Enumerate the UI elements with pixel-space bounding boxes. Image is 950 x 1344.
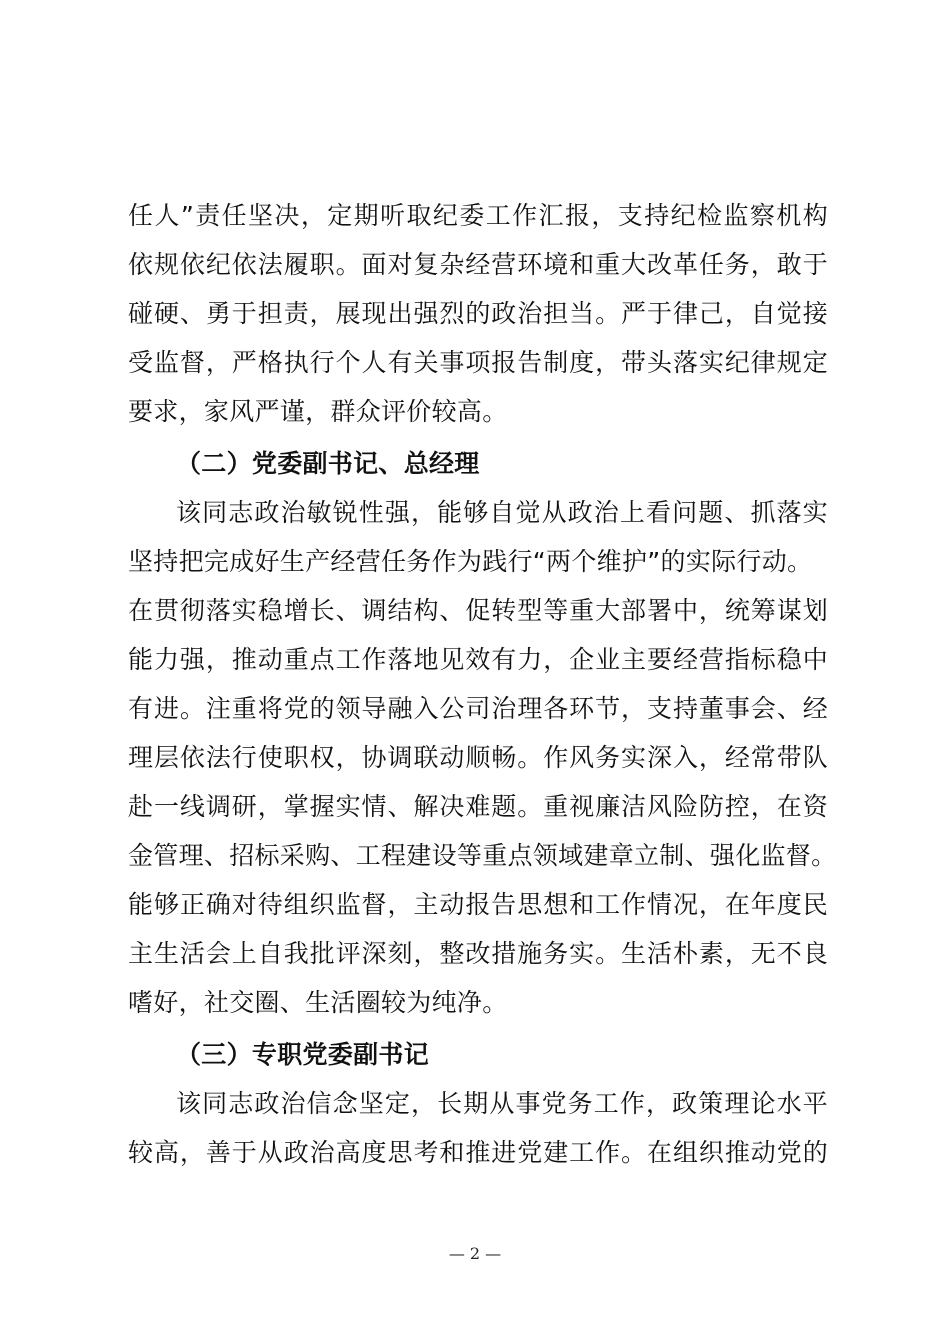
body-line: 该同志政治信念坚定，长期从事党务工作，政策理论水平 [176, 1089, 828, 1118]
body-line: 能力强，推动重点工作落地见效有力，企业主要经营指标稳中 [128, 645, 828, 674]
section-heading: （二）党委副书记、总经理 [176, 449, 480, 478]
section-heading: （三）专职党委副书记 [176, 1040, 430, 1069]
body-line: 金管理、招标采购、工程建设等重点领域建章立制、强化监督。 [128, 841, 837, 870]
body-line: 能够正确对待组织监督，主动报告思想和工作情况，在年度民 [128, 890, 828, 919]
body-line: 嗜好，社交圈、生活圈较为纯净。 [128, 988, 508, 1017]
body-line: 受监督，严格执行个人有关事项报告制度，带头落实纪律规定 [128, 348, 828, 377]
body-line: 要求，家风严谨，群众评价较高。 [128, 397, 508, 426]
body-line: 碰硬、勇于担责，展现出强烈的政治担当。严于律己，自觉接 [128, 299, 828, 328]
body-line: 有进。注重将党的领导融入公司治理各环节，支持董事会、经 [128, 694, 828, 723]
page-number: — 2 — [448, 1244, 502, 1263]
body-line: 在贯彻落实稳增长、调结构、促转型等重大部署中，统筹谋划 [128, 596, 828, 625]
body-line: 赴一线调研，掌握实情、解决难题。重视廉洁风险防控，在资 [128, 792, 828, 821]
body-line: 理层依法行使职权，协调联动顺畅。作风务实深入，经常带队 [128, 743, 828, 772]
body-line: 该同志政治敏锐性强，能够自觉从政治上看问题、抓落实 [176, 498, 828, 527]
body-line: 坚持把完成好生产经营任务作为践行“两个维护”的实际行动。 [128, 547, 813, 576]
body-line: 依规依纪依法履职。面对复杂经营环境和重大改革任务，敢于 [128, 250, 828, 279]
body-line: 较高，善于从政治高度思考和推进党建工作。在组织推动党的 [128, 1138, 828, 1167]
body-line: 主生活会上自我批评深刻，整改措施务实。生活朴素，无不良 [128, 939, 828, 968]
body-line: 任人”责任坚决，定期听取纪委工作汇报，支持纪检监察机构 [128, 201, 828, 230]
